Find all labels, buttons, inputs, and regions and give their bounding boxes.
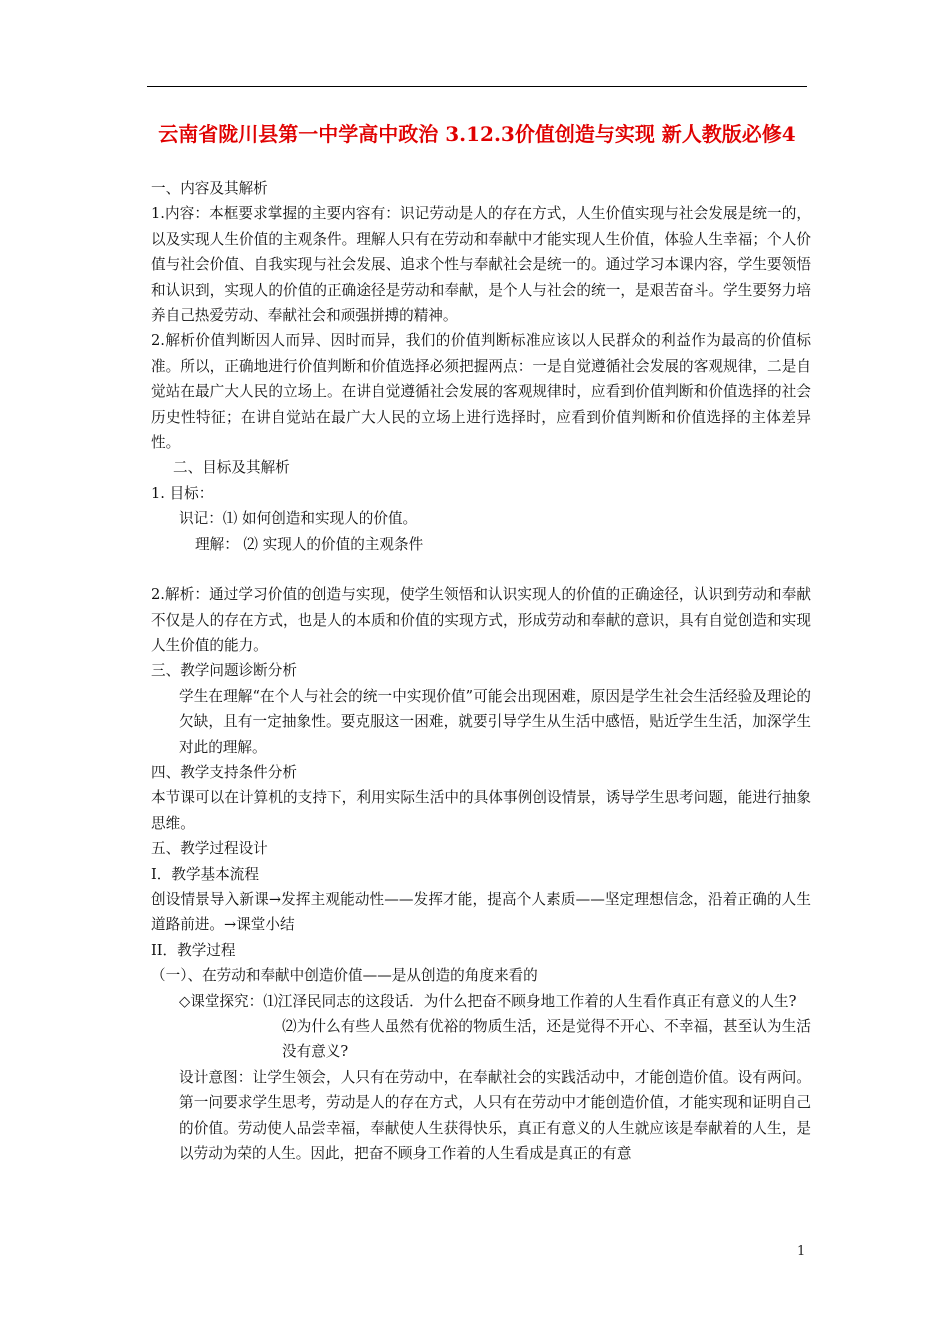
- header-rule: [147, 86, 807, 87]
- paragraph-flow: 创设情景导入新课→发挥主观能动性——发挥才能，提高个人素质——坚定理想信念，沿着正确的人生道路前进。→课堂小结: [151, 890, 811, 934]
- section-heading-1: 一、内容及其解析: [151, 180, 268, 197]
- blank-line: [151, 557, 811, 582]
- paragraph-inquiry-2: ⑵为什么有些人虽然有优裕的物质生活，还是觉得不开心、不幸福，甚至认为生活没有意义?: [282, 1018, 811, 1061]
- subheading-flow: I．教学基本流程: [151, 865, 259, 883]
- subheading-process: II．教学过程: [151, 941, 236, 959]
- document-title: 云南省陇川县第一中学高中政治 3.12.3价值创造与实现 新人教版必修4: [158, 122, 796, 146]
- goal-label: 1. 目标：: [151, 484, 214, 502]
- goal-understand: 理解： ⑵ 实现人的价值的主观条件: [195, 535, 424, 553]
- section-heading-2: 二、目标及其解析: [173, 459, 290, 477]
- paragraph-goal-analysis: 2.解析：通过学习价值的创造与实现，使学生领悟和认识实现人的价值的正确途径，认识到劳动和奉献不仅是人的存在方式，也是人的本质和价值的实现方式，形成劳动和奉献的意识，具有自觉创造和实现人生价值的能力。: [151, 586, 811, 654]
- section-heading-4: 四、教学支持条件分析: [151, 763, 297, 781]
- document-body: [151, 176, 811, 1166]
- section-heading-3: 三、教学问题诊断分析: [151, 662, 297, 680]
- paragraph-inquiry-1: ◇课堂探究：⑴江泽民同志的这段话．为什么把奋不顾身地工作着的人生看作真正有意义的人生?: [179, 992, 797, 1010]
- goal-memorize: 识记：⑴ 如何创造和实现人的价值。: [179, 510, 418, 528]
- section-heading-5: 五、教学过程设计: [151, 840, 268, 858]
- page-number: 1: [797, 1244, 806, 1259]
- paragraph-content: 1.内容：本框要求掌握的主要内容有：识记劳动是人的存在方式，人生价值实现与社会发展是统一的，以及实现人生价值的主观条件。理解人只有在劳动和奉献中才能实现人生价值，体验人生幸福；个人价值与社会价值、自我实现与社会发展、追求个性与奉献社会是统一的。通过学习本课内容，学生要领悟和认识到，实现人的价值的正确途径是劳动和奉献，是个人与社会的统一，是艰苦奋斗。学生要努力培养自己热爱劳动、奉献社会和顽强拼搏的精神。: [151, 205, 811, 325]
- paragraph-analysis: 2.解析价值判断因人而异、因时而异，我们的价值判断标准应该以人民群众的利益作为最高的价值标准。所以，正确地进行价值判断和价值选择必须把握两点：一是自觉遵循社会发展的客观规律，二是自觉站在最广大人民的立场上。在讲自觉遵循社会发展的客观规律时，应看到价值判断和价值选择的社会历史性特征；在讲自觉站在最广大人民的立场上进行选择时，应看到价值判断和价值选择的主体差异性。: [151, 332, 811, 452]
- paragraph-diagnosis: 学生在理解“在个人与社会的统一中实现价值”可能会出现困难，原因是学生社会生活经验及理论的欠缺，且有一定抽象性。要克服这一困难，就要引导学生从生活中感悟，贴近学生生活，加深学生对此的理解。: [179, 687, 811, 756]
- paragraph-support: 本节课可以在计算机的支持下，利用实际生活中的具体事例创设情景，诱导学生思考问题，能进行抽象思维。: [151, 789, 811, 832]
- paragraph-design-intent: 设计意图：让学生领会，人只有在劳动中，在奉献社会的实践活动中，才能创造价值。设有两问。第一问要求学生思考，劳动是人的存在方式，人只有在劳动中才能创造价值，才能实现和证明自己的价值。劳动使人品尝幸福，奉献使人生获得快乐，真正有意义的人生就应该是奉献着的人生，是以劳动为荣的人生。因此，把奋不顾身工作着的人生看成是真正的有意: [179, 1068, 811, 1163]
- subsection-heading-1: （一）、在劳动和奉献中创造价值——是从创造的角度来看的: [151, 967, 538, 985]
